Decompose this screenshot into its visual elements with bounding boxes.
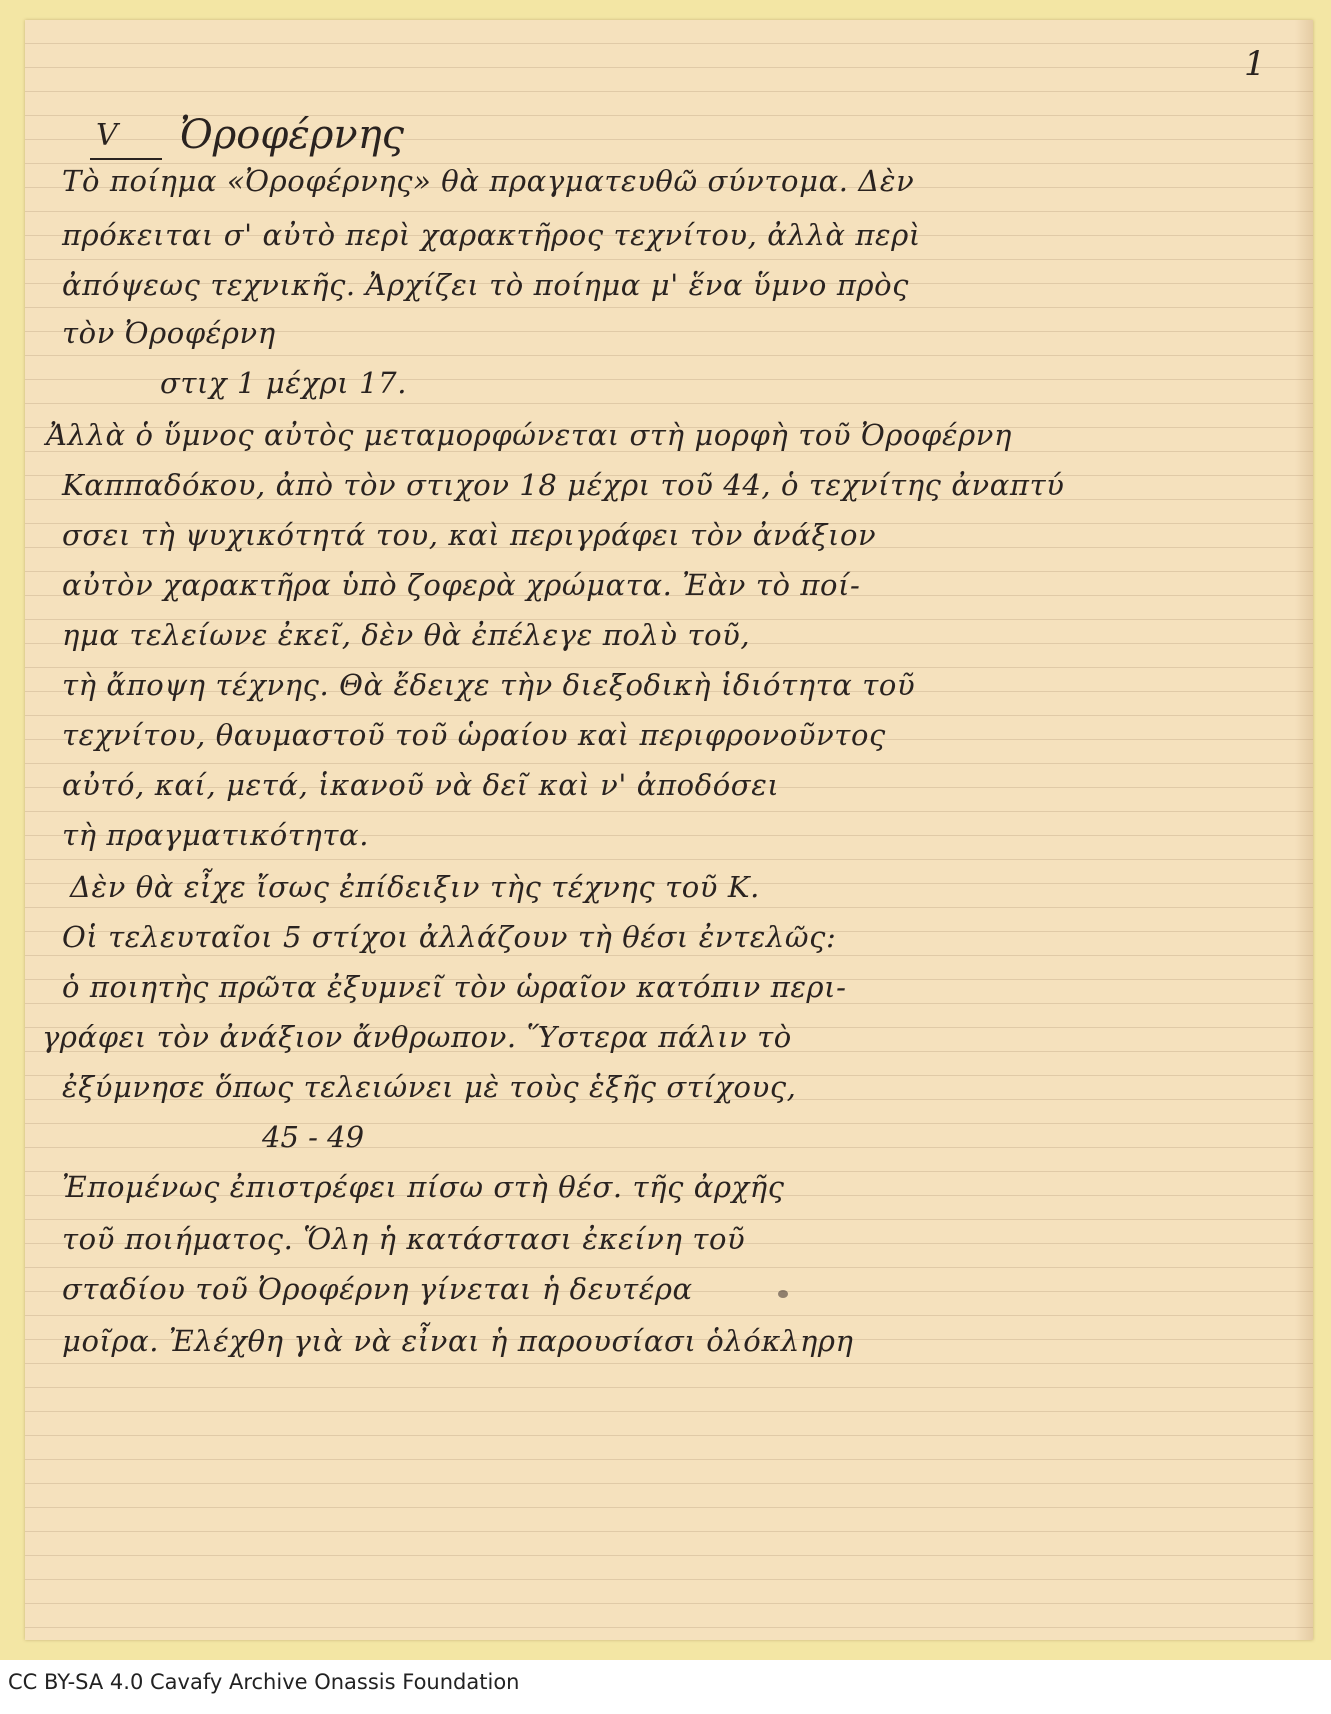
manuscript-line: ἀπόψεως τεχνικῆς. Ἀρχίζει τὸ ποίημα μ' ἕνα ὕμνο πρὸς	[62, 268, 910, 302]
manuscript-line: Ἀλλὰ ὁ ὕμνος αὐτὸς μεταμορφώνεται στὴ μορφὴ τοῦ Ὀροφέρνη	[46, 418, 1012, 452]
manuscript-line: πρόκειται σ' αὐτὸ περὶ χαρακτῆρος τεχνίτου, ἀλλὰ περὶ	[62, 218, 921, 252]
manuscript-line: Οἱ τελευταῖοι 5 στίχοι ἀλλάζουν τὴ θέσι ἐντελῶς:	[62, 920, 837, 954]
page-number: 1	[1244, 44, 1266, 84]
image-credit: CC BY-SA 4.0 Cavafy Archive Onassis Foundation	[8, 1670, 520, 1694]
manuscript-line: Ἐπομένως ἐπιστρέφει πίσω στὴ θέσ. τῆς ἀρχῆς	[62, 1170, 785, 1204]
manuscript-line: Καππαδόκου, ἀπὸ τὸν στιχον 18 μέχρι τοῦ 44, ὁ τεχνίτης ἀναπτύ	[62, 468, 1065, 502]
section-numeral: V	[96, 118, 118, 153]
numeral-underline	[90, 158, 162, 160]
manuscript-line: τοῦ ποιήματος. Ὅλη ἡ κατάστασι ἐκείνη τοῦ	[62, 1222, 746, 1256]
manuscript-line: Δὲν θὰ εἶχε ἴσως ἐπίδειξιν τὴς τέχνης τοῦ Κ.	[70, 870, 760, 904]
manuscript-line: γράφει τὸν ἀνάξιον ἄνθρωπον. Ὕστερα πάλιν τὸ	[42, 1020, 792, 1054]
manuscript-line: ἐξύμνησε ὅπως τελειώνει μὲ τοὺς ἑξῆς στίχους,	[62, 1070, 797, 1104]
manuscript-line: σσει τὴ ψυχικότητά του, καὶ περιγράφει τὸν ἀνάξιον	[62, 518, 877, 552]
manuscript-line: αὐτό, καί, μετά, ἱκανοῦ νὰ δεῖ καὶ ν' ἀποδόσει	[62, 768, 780, 802]
verse-range-line: στιχ 1 μέχρι 17.	[160, 366, 408, 400]
verse-reference: 45 - 49	[262, 1120, 365, 1154]
manuscript-line: τεχνίτου, θαυμαστοῦ τοῦ ὡραίου καὶ περιφρονοῦντος	[62, 718, 886, 752]
manuscript-line: μοῖρα. Ἐλέχθη γιὰ νὰ εἶναι ἡ παρουσίασι ὁλόκληρη	[62, 1324, 854, 1358]
manuscript-line: τὸν Ὀροφέρνη	[62, 316, 276, 350]
manuscript-line: τὴ ἄποψη τέχνης. Θὰ ἔδειχε τὴν διεξοδικὴ ἱδιότητα τοῦ	[62, 668, 916, 702]
manuscript-line: ημα τελείωνε ἐκεῖ, δὲν θὰ ἐπέλεγε πολὺ τοῦ,	[62, 618, 751, 652]
ink-smudge	[778, 1290, 788, 1298]
poem-title: Ὀροφέρνης	[180, 112, 405, 158]
manuscript-line: τὴ πραγματικότητα.	[62, 818, 370, 852]
manuscript-line: ὁ ποιητὴς πρῶτα ἐξυμνεῖ τὸν ὡραῖον κατόπιν περι-	[62, 970, 847, 1004]
page-edge-shadow	[1295, 20, 1313, 1640]
manuscript-line: Τὸ ποίημα «Ὀροφέρνης» θὰ πραγματευθῶ σύντομα. Δὲν	[62, 164, 915, 198]
manuscript-line: σταδίου τοῦ Ὀροφέρνη γίνεται ἡ δευτέρα	[62, 1272, 693, 1306]
manuscript-line: αὐτὸν χαρακτῆρα ὑπὸ ζοφερὰ χρώματα. Ἐὰν τὸ ποί-	[62, 568, 861, 602]
